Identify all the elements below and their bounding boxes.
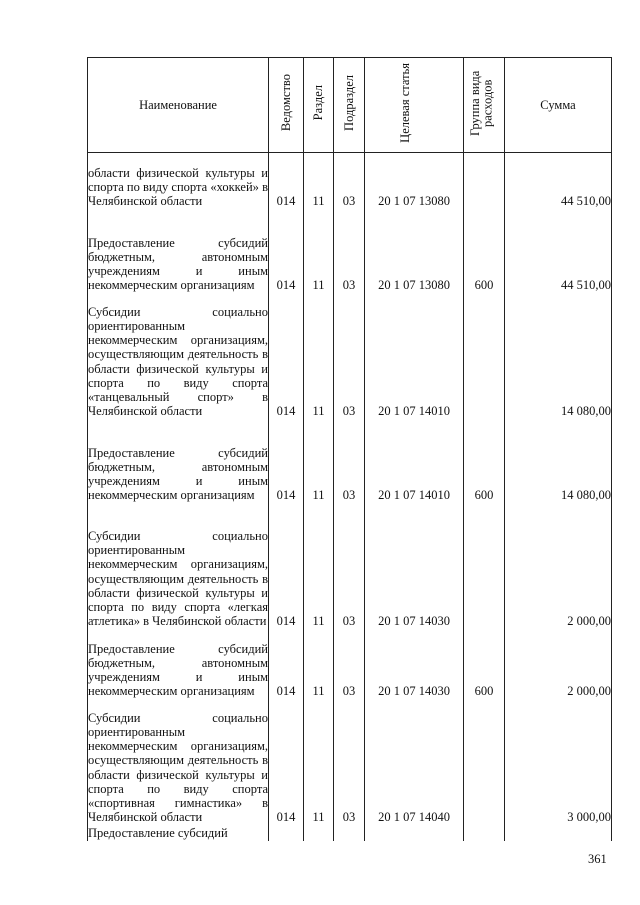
row-razdel: 11 [304, 503, 334, 629]
row-summa: 3 000,00 [505, 699, 612, 825]
table-row [88, 699, 612, 825]
row-razdel: 11 [304, 699, 334, 825]
header-vedomstvo: Ведомство [269, 58, 304, 153]
table-row [88, 419, 612, 503]
budget-table [87, 57, 612, 841]
row-podrazdel: 03 [334, 153, 365, 209]
row-razdel: 11 [304, 629, 334, 699]
row-podrazdel: 03 [334, 699, 365, 825]
row-celevaya-statya: 20 1 07 14010 [365, 293, 464, 419]
row-celevaya-statya: 20 1 07 13080 [365, 209, 464, 293]
row-razdel [304, 825, 334, 841]
row-summa: 2 000,00 [505, 503, 612, 629]
row-podrazdel: 03 [334, 503, 365, 629]
row-gruppa [464, 699, 505, 825]
row-vedomstvo: 014 [269, 153, 304, 209]
row-celevaya-statya: 20 1 07 14030 [365, 629, 464, 699]
table-header-row [88, 58, 612, 153]
row-name: Предоставление субсидий бюджетным, автономным учреждениям и иным некоммерческим организациям [88, 209, 269, 293]
row-gruppa: 600 [464, 209, 505, 293]
row-name: Предоставление субсидий бюджетным, автономным учреждениям и иным некоммерческим организациям [88, 419, 269, 503]
row-vedomstvo: 014 [269, 699, 304, 825]
row-gruppa: 600 [464, 629, 505, 699]
header-podrazdel: Подраздел [334, 58, 365, 153]
row-summa: 14 080,00 [505, 293, 612, 419]
row-gruppa [464, 293, 505, 419]
table-row [88, 503, 612, 629]
page-number: 361 [588, 852, 607, 866]
row-celevaya-statya: 20 1 07 13080 [365, 153, 464, 209]
header-celevaya-statya: Целевая статья [365, 58, 464, 153]
row-name: Субсидии социально ориентированным некоммерческим организациям, осуществляющим деятельность в области физической культуры и спорта по виду спорта «спортивная гимнастика» в Челябинской области [88, 699, 269, 825]
row-podrazdel: 03 [334, 293, 365, 419]
row-celevaya-statya [365, 825, 464, 841]
row-celevaya-statya: 20 1 07 14040 [365, 699, 464, 825]
row-razdel: 11 [304, 419, 334, 503]
row-gruppa: 600 [464, 419, 505, 503]
row-podrazdel: 03 [334, 209, 365, 293]
row-vedomstvo: 014 [269, 503, 304, 629]
row-name: Предоставление субсидий [88, 825, 269, 841]
table-row [88, 209, 612, 293]
row-name: Субсидии социально ориентированным некоммерческим организациям, осуществляющим деятельность в области физической культуры и спорта по виду спорта «танцевальный спорт» в Челябинской области [88, 293, 269, 419]
row-razdel: 11 [304, 209, 334, 293]
row-razdel: 11 [304, 153, 334, 209]
row-vedomstvo: 014 [269, 629, 304, 699]
row-podrazdel: 03 [334, 419, 365, 503]
row-razdel: 11 [304, 293, 334, 419]
header-summa: Сумма [505, 58, 612, 153]
header-name: Наименование [88, 58, 269, 153]
row-summa: 44 510,00 [505, 153, 612, 209]
row-gruppa [464, 825, 505, 841]
row-celevaya-statya: 20 1 07 14030 [365, 503, 464, 629]
table-row [88, 153, 612, 209]
table-row [88, 293, 612, 419]
row-gruppa [464, 153, 505, 209]
row-vedomstvo: 014 [269, 209, 304, 293]
table-row [88, 825, 612, 841]
row-summa: 44 510,00 [505, 209, 612, 293]
row-name: Субсидии социально ориентированным некоммерческим организациям, осуществляющим деятельность в области физической культуры и спорта по виду спорта «легкая атлетика» в Челябинской области [88, 503, 269, 629]
row-name: Предоставление субсидий бюджетным, автономным учреждениям и иным некоммерческим организациям [88, 629, 269, 699]
row-name: области физической культуры и спорта по виду спорта «хоккей» в Челябинской области [88, 153, 269, 209]
row-vedomstvo: 014 [269, 293, 304, 419]
row-vedomstvo: 014 [269, 419, 304, 503]
row-summa: 2 000,00 [505, 629, 612, 699]
row-podrazdel: 03 [334, 629, 365, 699]
row-summa [505, 825, 612, 841]
header-gruppa-vida-rashodov: Группа вида расходов [464, 58, 505, 153]
row-podrazdel [334, 825, 365, 841]
row-summa: 14 080,00 [505, 419, 612, 503]
table-row [88, 629, 612, 699]
row-vedomstvo [269, 825, 304, 841]
header-razdel: Раздел [304, 58, 334, 153]
row-gruppa [464, 503, 505, 629]
row-celevaya-statya: 20 1 07 14010 [365, 419, 464, 503]
